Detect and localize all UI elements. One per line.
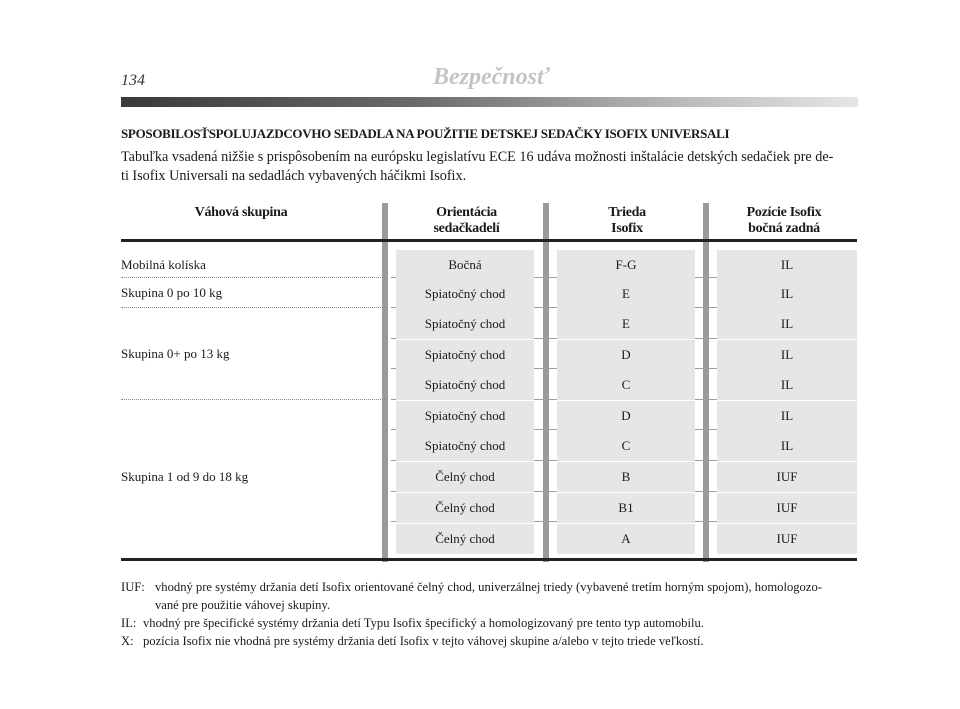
orientation-cell: Bočná xyxy=(396,250,534,280)
isofix-class-cell: C xyxy=(557,370,695,400)
intro-line: ti Isofix Universali na sedadlách vybavených háčikmi Isofix. xyxy=(121,168,467,184)
orientation-cell: Spiatočný chod xyxy=(396,309,534,339)
chapter-title: Bezpečnosť xyxy=(433,64,550,90)
column-separator xyxy=(382,203,388,562)
group-label: Skupina 0 po 10 kg xyxy=(121,285,223,300)
header-weight-group: Váhová skupina xyxy=(194,205,288,220)
orientation-cell: Spiatočný chod xyxy=(396,431,534,461)
footnote-text: vhodný pre systémy držania detí Isofix orientované čelný chod, univerzálnej triedy (vybavené tretím horným spojom), homologozo- xyxy=(155,580,822,594)
isofix-class-cell: E xyxy=(557,279,695,309)
section-heading: SPOSOBILOSŤSPOLUJAZDCOVHO SEDADLA NA POUŽITIE DETSKEJ SEDAČKY ISOFIX UNIVERSALI xyxy=(121,126,730,141)
footnote-text: pozícia Isofix nie vhodná pre systémy držania detí Isofix v tejto váhovej skupine a/alebo v tejto triede veľkostí. xyxy=(143,634,704,648)
isofix-class-cell: A xyxy=(557,524,695,554)
isofix-position-cell: IUF xyxy=(717,462,857,492)
intro-line: Tabuľka vsadená nižšie s prispôsobením na európsku legislatívu ECE 16 udáva možnosti inštalácie detských sedačiek pre de- xyxy=(121,149,834,165)
footnote-text: vané pre použitie váhovej skupiny. xyxy=(155,598,331,612)
isofix-position-cell: IL xyxy=(717,401,857,431)
table-header-rule xyxy=(121,239,857,242)
isofix-position-cell: IL xyxy=(717,250,857,280)
group-separator xyxy=(121,399,385,400)
footnote-text: vhodný pre špecifické systémy držania detí Typu Isofix špecifický a homologizovaný pre tento typ automobilu. xyxy=(143,616,704,630)
footnote-key: IUF: xyxy=(121,580,145,594)
isofix-class-cell: F-G xyxy=(557,250,695,280)
header-isofix-class: Trieda Isofix xyxy=(608,205,646,236)
orientation-cell: Spiatočný chod xyxy=(396,340,534,370)
page-number: 134 xyxy=(121,72,145,89)
footnote-iuf xyxy=(121,578,861,596)
isofix-class-cell: B xyxy=(557,462,695,492)
isofix-class-cell: B1 xyxy=(557,493,695,523)
isofix-position-cell: IL xyxy=(717,279,857,309)
orientation-cell: Čelný chod xyxy=(396,524,534,554)
group-separator xyxy=(121,307,385,308)
isofix-class-cell: C xyxy=(557,431,695,461)
group-label: Skupina 0+ po 13 kg xyxy=(121,346,230,361)
group-separator xyxy=(121,277,385,278)
isofix-position-cell: IL xyxy=(717,309,857,339)
isofix-position-cell: IL xyxy=(717,340,857,370)
isofix-position-cell: IUF xyxy=(717,524,857,554)
isofix-class-cell: D xyxy=(557,340,695,370)
group-label: Skupina 1 od 9 do 18 kg xyxy=(121,469,249,484)
column-separator xyxy=(703,203,709,562)
table-bottom-rule xyxy=(121,558,857,561)
orientation-cell: Spiatočný chod xyxy=(396,401,534,431)
header-isofix-position: Pozície Isofix bočná zadná xyxy=(746,205,822,236)
footnote-key: IL: xyxy=(121,616,137,630)
intro-paragraph xyxy=(121,148,861,186)
isofix-position-cell: IL xyxy=(717,431,857,461)
orientation-cell: Spiatočný chod xyxy=(396,370,534,400)
isofix-class-cell: D xyxy=(557,401,695,431)
group-label: Mobilná kolíska xyxy=(121,257,206,272)
orientation-cell: Spiatočný chod xyxy=(396,279,534,309)
header-gradient-bar xyxy=(121,97,858,107)
orientation-cell: Čelný chod xyxy=(396,493,534,523)
footnote-il xyxy=(121,614,861,632)
isofix-position-cell: IUF xyxy=(717,493,857,523)
footnote-key: X: xyxy=(121,634,134,648)
column-separator xyxy=(543,203,549,562)
footnote-x xyxy=(121,632,861,650)
footnotes xyxy=(121,578,861,650)
isofix-class-cell: E xyxy=(557,309,695,339)
orientation-cell: Čelný chod xyxy=(396,462,534,492)
header-orientation: Orientácia sedačkadelí xyxy=(433,205,500,236)
isofix-position-cell: IL xyxy=(717,370,857,400)
